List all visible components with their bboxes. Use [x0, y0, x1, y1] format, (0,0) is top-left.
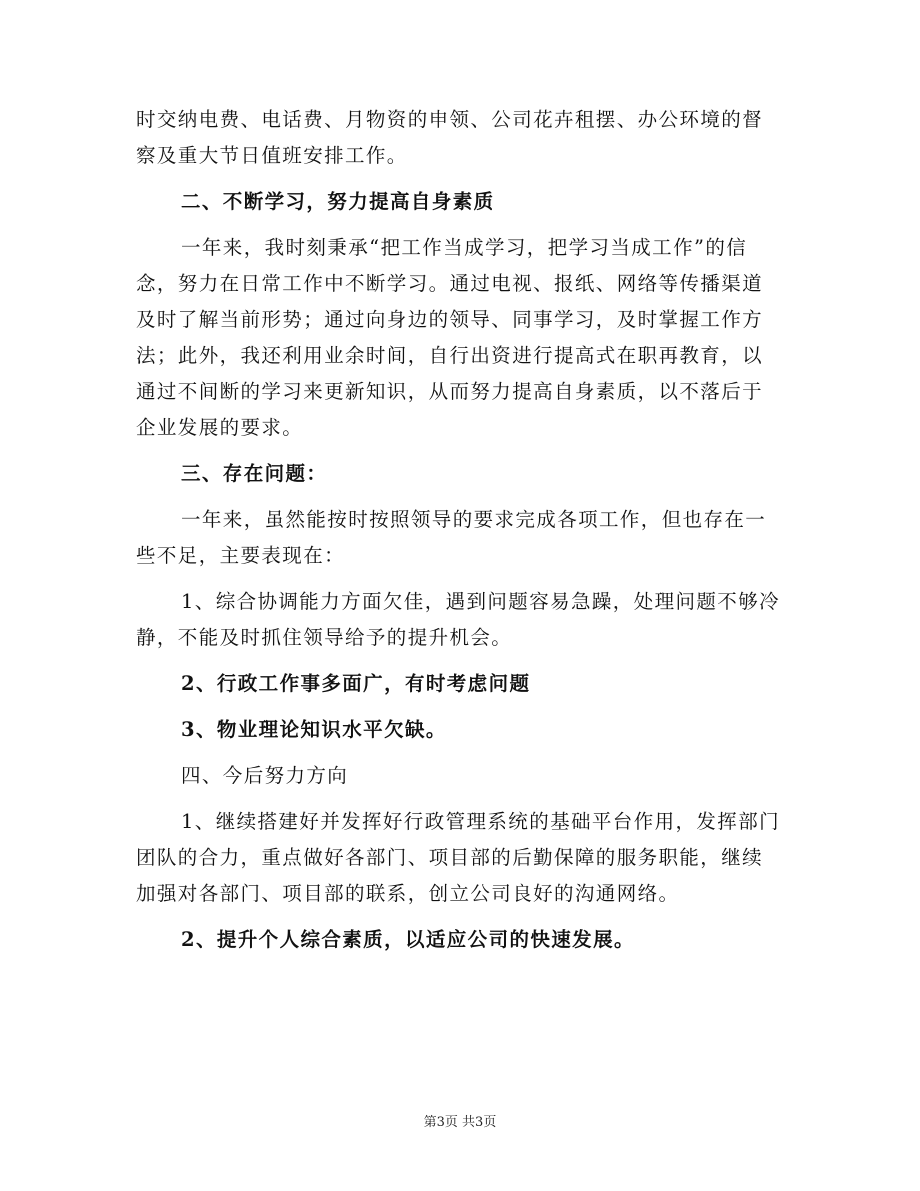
body-line: 念，努力在日常工作中不断学习。通过电视、报纸、网络等传播渠道 [136, 272, 764, 295]
body-line: 及时了解当前形势；通过向身边的领导、同事学习，及时掌握工作方 [136, 308, 764, 331]
list-item-problem-2: 2、行政工作事多面广，有时考虑问题 [181, 672, 531, 695]
body-line: 加强对各部门、项目部的联系，创立公司良好的沟通网络。 [136, 882, 680, 905]
section-heading-direction: 四、今后努力方向 [181, 764, 349, 787]
page-number-footer: 第3页 共3页 [423, 1115, 497, 1130]
list-item-problem-3: 3、物业理论知识水平欠缺。 [181, 718, 447, 741]
section-heading-study: 二、不断学习，努力提高自身素质 [181, 190, 495, 213]
body-line: 察及重大节日值班安排工作。 [136, 144, 408, 167]
body-line: 法；此外，我还利用业余时间，自行出资进行提高式在职再教育，以 [136, 344, 764, 367]
body-line: 静，不能及时抓住领导给予的提升机会。 [136, 626, 513, 649]
document-body [136, 102, 788, 958]
body-line: 一年来，虽然能按时按照领导的要求完成各项工作，但也存在一 [181, 508, 767, 531]
body-line: 团队的合力，重点做好各部门、项目部的后勤保障的服务职能，继续 [136, 846, 764, 869]
section-heading-problems: 三、存在问题： [181, 462, 328, 485]
list-item-problem-1: 1、综合协调能力方面欠佳，遇到问题容易急躁，处理问题不够冷 [181, 590, 781, 613]
body-line: 一年来，我时刻秉承“把工作当成学习，把学习当成工作”的信 [181, 236, 748, 259]
list-item-direction-1: 1、继续搭建好并发挥好行政管理系统的基础平台作用，发挥部门 [181, 810, 781, 833]
body-line: 时交纳电费、电话费、月物资的申领、公司花卉租摆、办公环境的督 [136, 108, 764, 131]
body-line: 企业发展的要求。 [136, 416, 304, 439]
list-item-direction-2: 2、提升个人综合素质，以适应公司的快速发展。 [181, 928, 635, 951]
body-line: 通过不间断的学习来更新知识，从而努力提高自身素质，以不落后于 [136, 380, 764, 403]
body-line: 些不足，主要表现在： [136, 544, 346, 567]
